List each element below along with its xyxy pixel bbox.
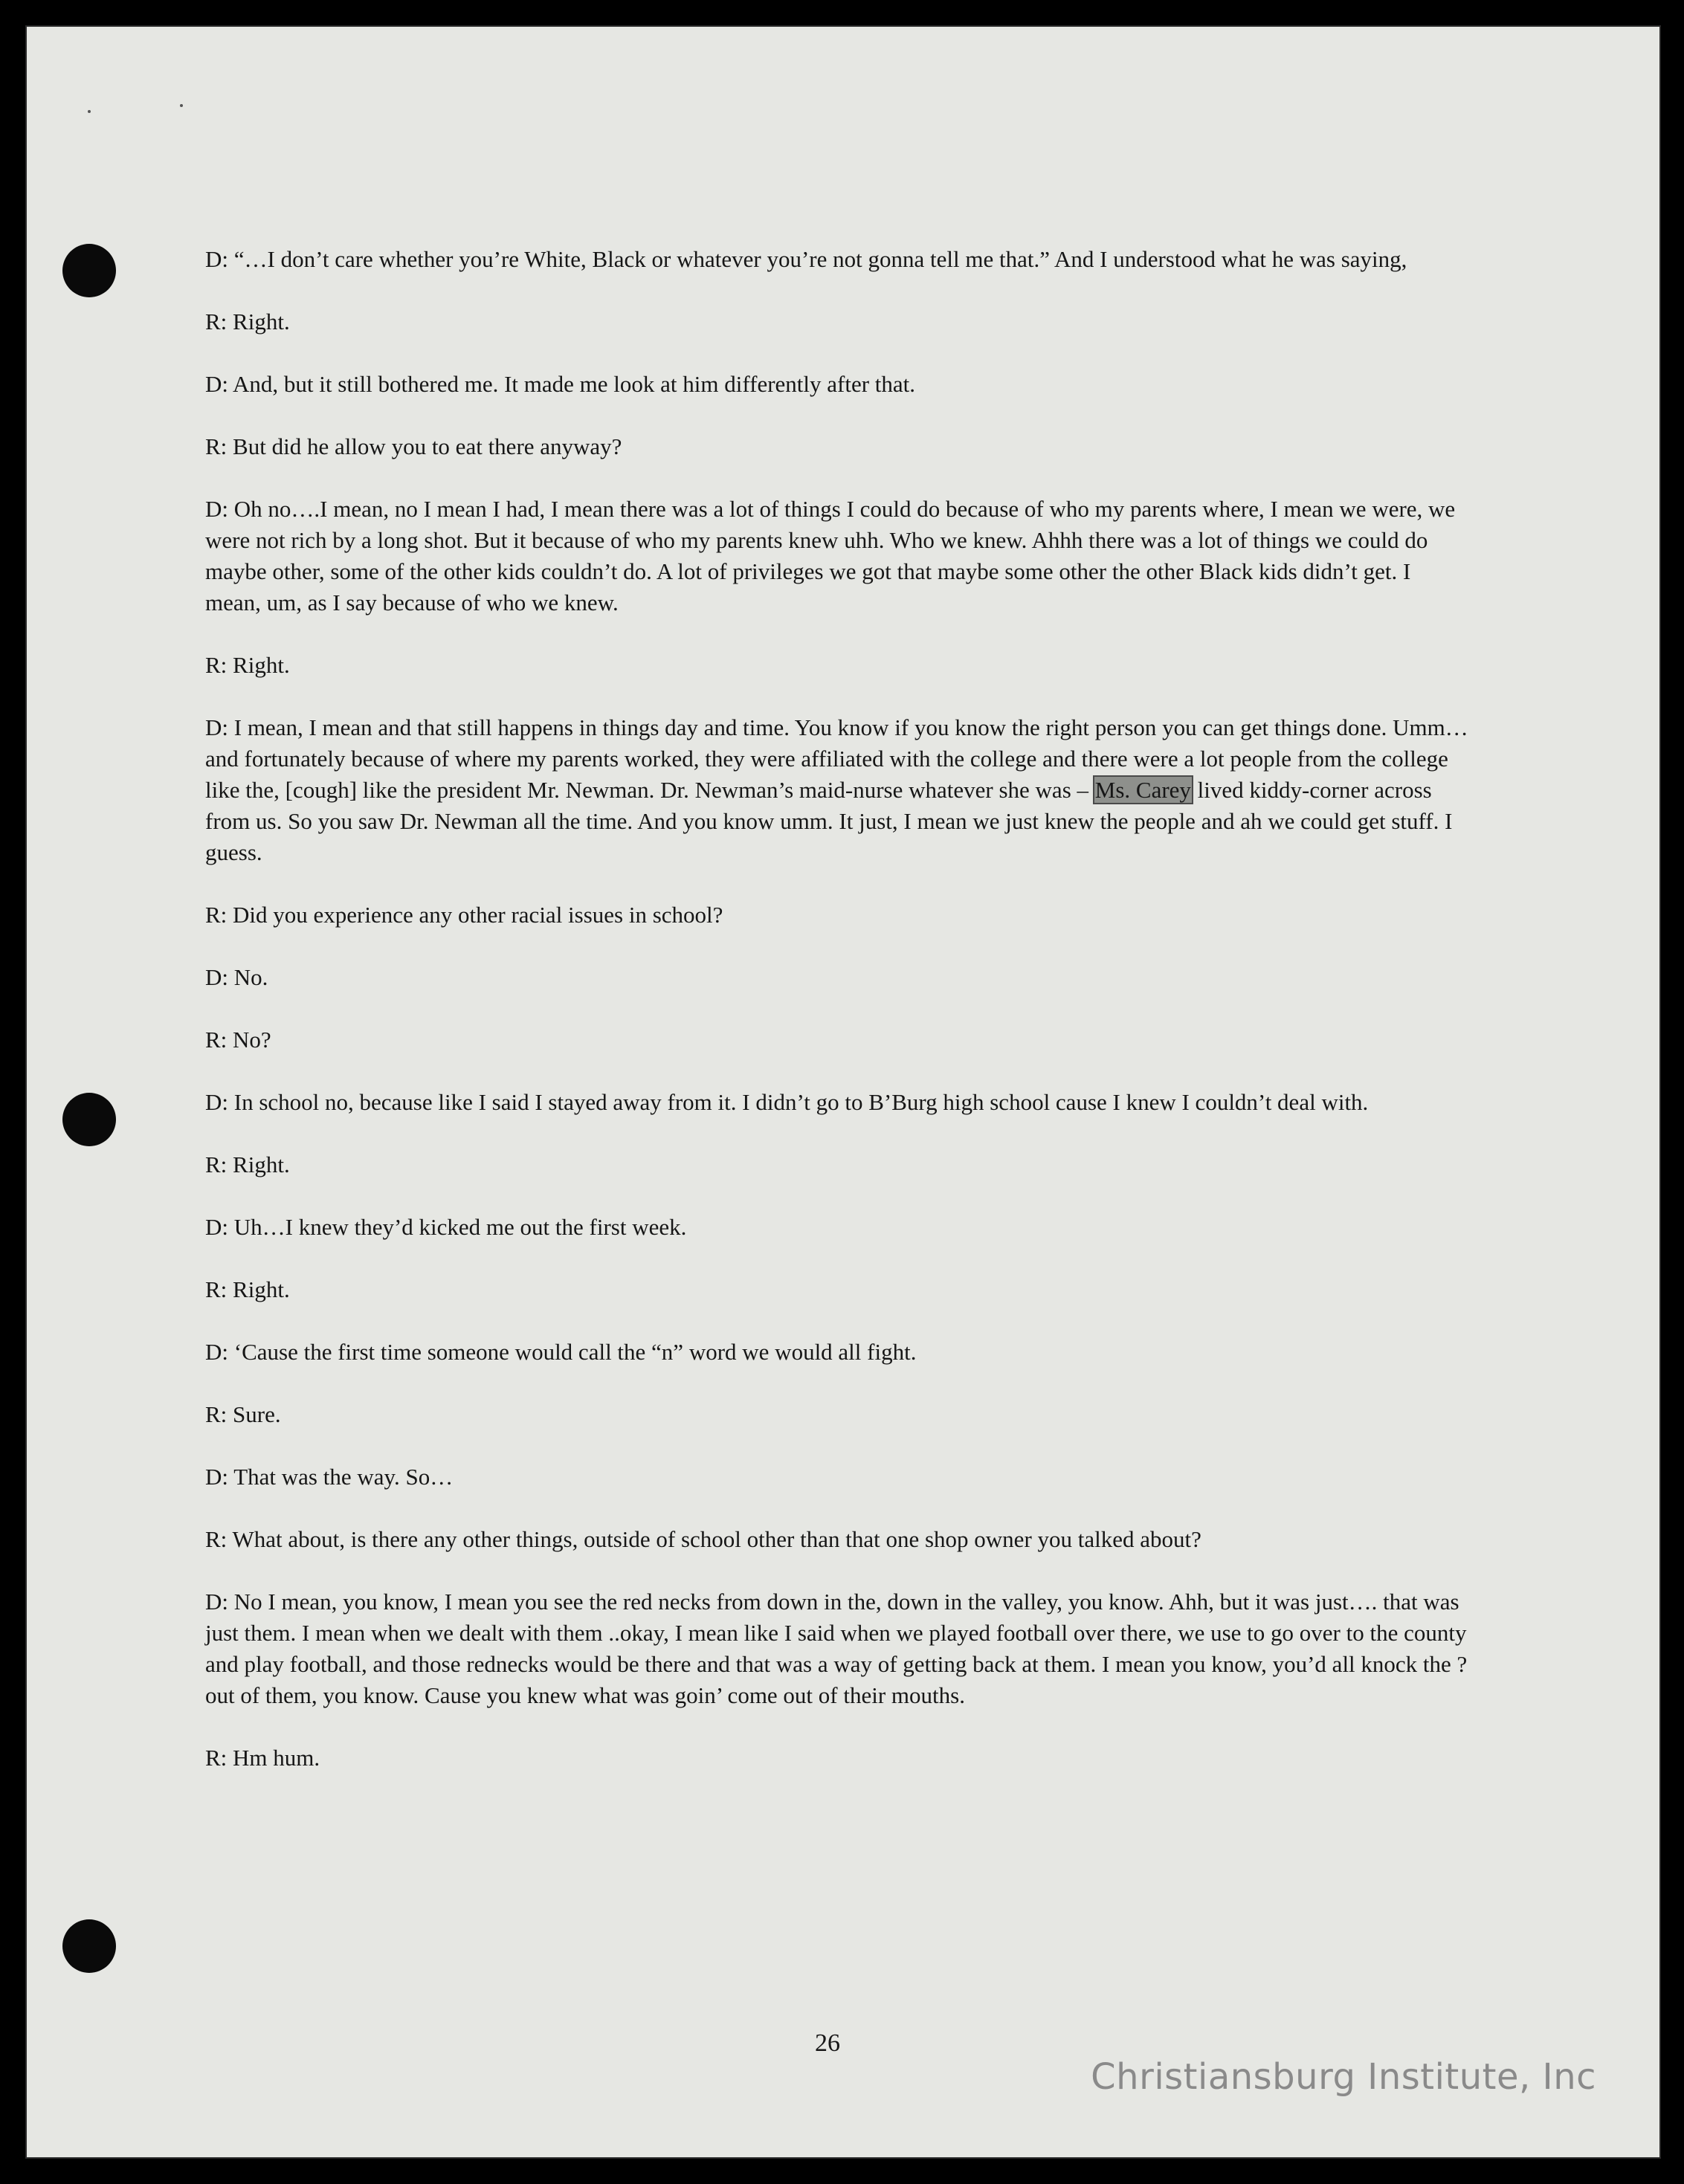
- transcript-paragraph: D: ‘Cause the first time someone would call the “n” word we would all fight.: [205, 1339, 917, 1365]
- transcript-paragraph: R: Right.: [205, 1276, 290, 1302]
- binder-hole-middle: [62, 1093, 116, 1146]
- transcript-paragraph: D: Uh…I knew they’d kicked me out the first week.: [205, 1214, 687, 1240]
- interview-transcript: [205, 244, 1469, 1774]
- binder-hole-top: [62, 244, 116, 297]
- transcript-paragraph: R: Right.: [205, 1151, 290, 1177]
- transcript-paragraph: R: Sure.: [205, 1401, 281, 1427]
- highlighted-name: Ms. Carey: [1094, 777, 1191, 803]
- transcript-paragraph: D: Oh no….I mean, no I mean I had, I mean there was a lot of things I could do because of who my parents where, I mean we were, we were not rich by a long shot. But it because of who my parents knew uhh. Who we knew. Ahhh there was a lot of things we could do maybe other, some of the other kids couldn’t do. A lot of privileges we got that maybe some other the other Black kids didn’t get. I mean, um, as I say because of who we knew.: [205, 496, 1456, 616]
- transcript-paragraph: R: But did he allow you to eat there anyway?: [205, 433, 622, 459]
- transcript-paragraph: R: What about, is there any other things, outside of school other than that one shop owner you talked about?: [205, 1526, 1201, 1552]
- transcript-paragraph: R: No?: [205, 1027, 271, 1053]
- page-number: 26: [815, 2029, 840, 2057]
- transcript-paragraph: D: That was the way. So…: [205, 1464, 454, 1490]
- transcript-text: lived kiddy-corner across from us. So you saw Dr. Newman all the time. And you know umm. It just, I mean we just knew the people and ah we could get stuff. I guess.: [205, 777, 1453, 865]
- paper-speck: [180, 104, 183, 107]
- transcript-paragraph: [205, 712, 1469, 868]
- transcript-text: D: I mean, I mean and that still happens in things day and time. You know if you know the right person you can get things done. Umm…and fortunately because of where my parents worked, they were affiliated with the college and there were a lot people from the college like the, [cough] like the president Mr. Newman. Dr. Newman’s maid-nurse whatever she was –: [205, 714, 1468, 803]
- transcript-paragraph: D: No.: [205, 964, 268, 990]
- paper-speck: [88, 110, 91, 113]
- transcript-paragraph: R: Right.: [205, 652, 290, 678]
- transcript-paragraph: D: No I mean, you know, I mean you see the red necks from down in the, down in the valley, you know. Ahh, but it was just…. that was just them. I mean when we dealt with them ..okay, I mean like I said when we played football over there, we use to go over to the county and play football, and those rednecks would be there and that was a way of getting back at them. I mean you know, you’d all knock the ? out of them, you know. Cause you knew what was goin’ come out of their mouths.: [205, 1589, 1468, 1708]
- watermark: Christiansburg Institute, Inc: [1091, 2056, 1596, 2098]
- transcript-paragraph: D: “…I don’t care whether you’re White, Black or whatever you’re not gonna tell me that.” And I understood what he was saying,: [205, 246, 1407, 272]
- transcript-paragraph: R: Right.: [205, 308, 290, 335]
- transcript-paragraph: D: And, but it still bothered me. It made me look at him differently after that.: [205, 371, 916, 397]
- transcript-paragraph: R: Hm hum.: [205, 1745, 320, 1771]
- transcript-paragraph: D: In school no, because like I said I stayed away from it. I didn’t go to B’Burg high school cause I knew I couldn’t deal with.: [205, 1089, 1369, 1115]
- binder-hole-bottom: [62, 1919, 116, 1973]
- transcript-paragraph: R: Did you experience any other racial issues in school?: [205, 902, 723, 928]
